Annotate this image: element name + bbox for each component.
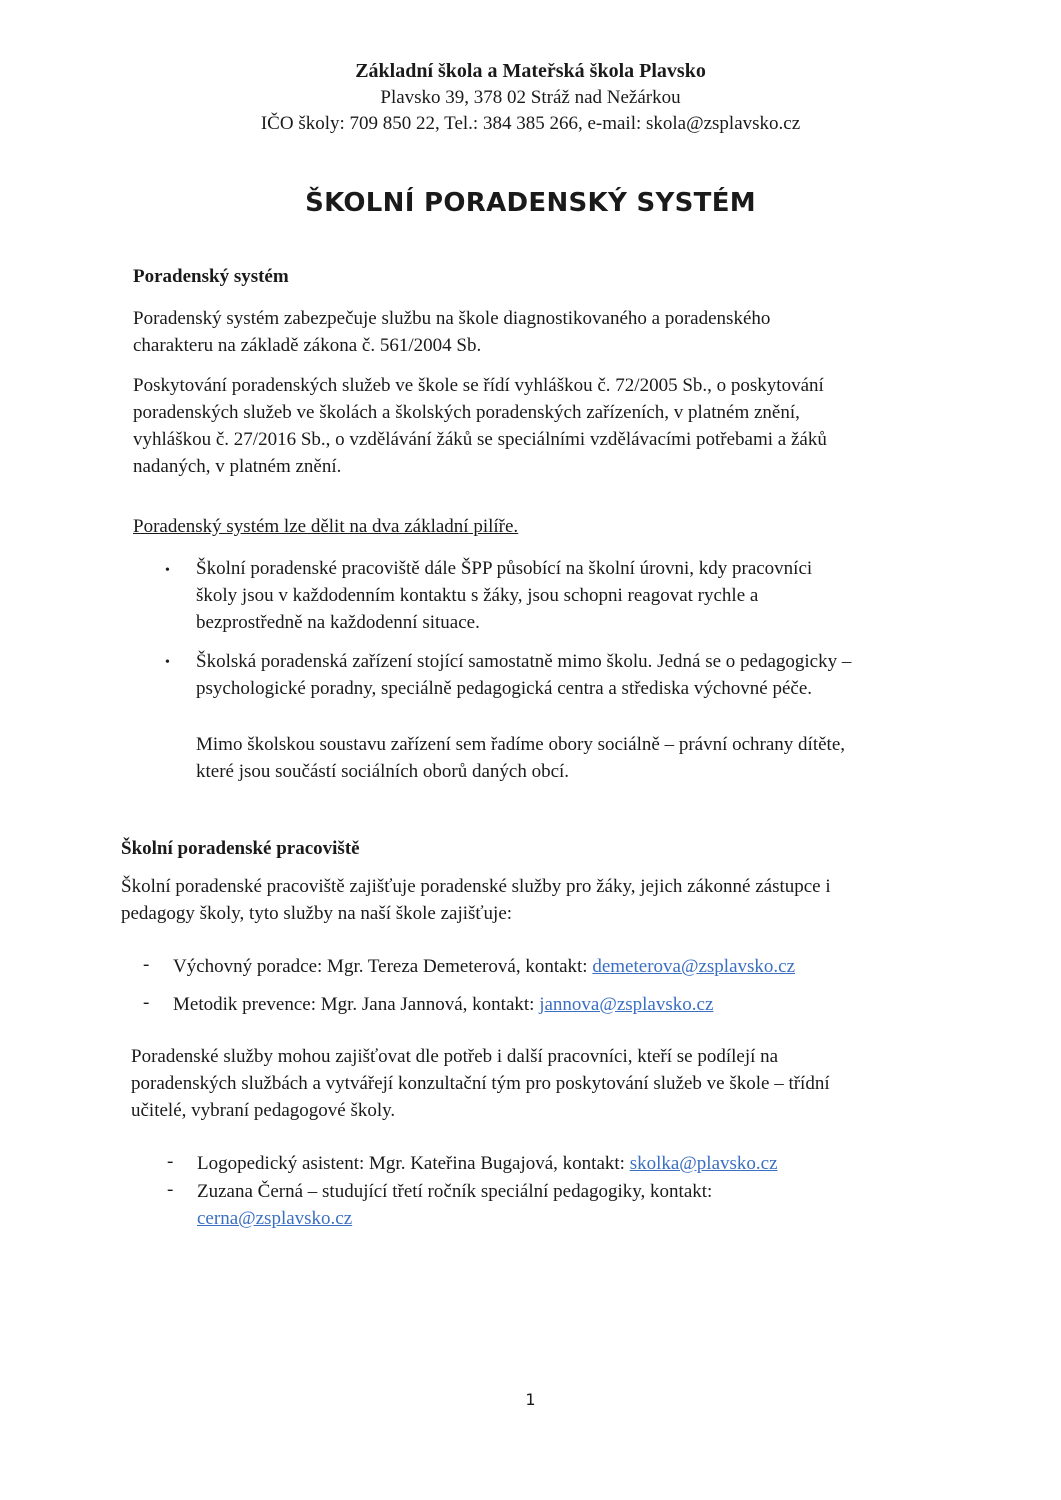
- staff-item: [173, 953, 795, 980]
- bullet-line: Školská poradenská zařízení stojící samostatně mimo školu. Jedná se o pedagogicky –: [196, 651, 852, 672]
- paragraph-line: charakteru na základě zákona č. 561/2004 Sb.: [133, 335, 482, 356]
- paragraph-line: poradenských službách a vytvářejí konzultační tým pro poskytování služeb ve škole – třídní: [131, 1073, 830, 1094]
- bullet-line: Školní poradenské pracoviště dále ŠPP působící na školní úrovni, kdy pracovníci: [196, 558, 813, 579]
- staff-item: [173, 991, 713, 1018]
- bullet-icon: •: [165, 655, 170, 670]
- other-item-text: Zuzana Černá – studující třetí ročník speciální pedagogiky, kontakt:: [197, 1181, 713, 1202]
- page-title: ŠKOLNÍ PORADENSKÝ SYSTÉM: [305, 188, 756, 218]
- section-heading-skolni-poradenske-pracoviste: Školní poradenské pracoviště: [121, 838, 360, 859]
- other-item-email: [197, 1205, 352, 1232]
- dash-icon: -: [167, 1179, 174, 1200]
- bullet-line: bezprostředně na každodenní situace.: [196, 612, 480, 633]
- bullet-line: školy jsou v každodenním kontaktu s žáky, jsou schopni reagovat rychle a: [196, 585, 759, 606]
- paragraph-line: Školní poradenské pracoviště zajišťuje poradenské služby pro žáky, jejich zákonné zástupce i: [121, 876, 831, 897]
- paragraph-line: Poradenské služby mohou zajišťovat dle potřeb i další pracovníci, kteří se podílejí na: [131, 1046, 779, 1067]
- paragraph-line: nadaných, v platném znění.: [133, 456, 342, 477]
- paragraph-line: vyhláškou č. 27/2016 Sb., o vzdělávání žáků se speciálními vzdělávacími potřebami a žáků: [133, 429, 827, 450]
- staff-item-text: Metodik prevence: Mgr. Jana Jannová, kontakt:: [173, 994, 540, 1015]
- bullet-icon: •: [165, 563, 170, 578]
- school-address: Plavsko 39, 378 02 Stráž nad Nežárkou: [380, 87, 681, 108]
- section-heading-poradensky-system: Poradenský systém: [133, 266, 289, 287]
- page-number: 1: [525, 1390, 536, 1409]
- school-name: Základní škola a Mateřská škola Plavsko: [355, 60, 706, 82]
- email-link[interactable]: skolka@plavsko.cz: [629, 1153, 778, 1174]
- staff-item-text: Výchovný poradce: Mgr. Tereza Demeterová, kontakt:: [173, 956, 593, 977]
- email-link[interactable]: cerna@zsplavsko.cz: [197, 1208, 353, 1229]
- email-link[interactable]: demeterova@zsplavsko.cz: [592, 956, 796, 977]
- bullet-line: které jsou součástí sociálních oborů daných obcí.: [196, 761, 570, 782]
- paragraph-line: pedagogy školy, tyto služby na naší škole zajišťuje:: [121, 903, 513, 924]
- email-link[interactable]: jannova@zsplavsko.cz: [539, 994, 714, 1015]
- dash-icon: -: [143, 992, 150, 1013]
- paragraph-line: Poskytování poradenských služeb ve škole se řídí vyhláškou č. 72/2005 Sb., o poskytování: [133, 375, 824, 396]
- bullet-line: psychologické poradny, speciálně pedagogická centra a střediska výchovné péče.: [196, 678, 813, 699]
- paragraph-line: poradenských služeb ve školách a školských poradenských zařízeních, v platném znění,: [133, 402, 800, 423]
- bullet-line: Mimo školskou soustavu zařízení sem řadíme obory sociálně – právní ochrany dítěte,: [196, 734, 846, 755]
- dash-icon: -: [143, 954, 150, 975]
- other-item: [197, 1150, 778, 1177]
- school-contact-line: IČO školy: 709 850 22, Tel.: 384 385 266, e-mail: skola@zsplavsko.cz: [260, 113, 801, 134]
- paragraph-line: učitelé, vybraní pedagogové školy.: [131, 1100, 396, 1121]
- dash-icon: -: [167, 1151, 174, 1172]
- pillars-intro: Poradenský systém lze dělit na dva základní pilíře.: [133, 516, 519, 537]
- other-item-text: Logopedický asistent: Mgr. Kateřina Bugajová, kontakt:: [197, 1153, 630, 1174]
- paragraph-line: Poradenský systém zabezpečuje službu na škole diagnostikovaného a poradenského: [133, 308, 771, 329]
